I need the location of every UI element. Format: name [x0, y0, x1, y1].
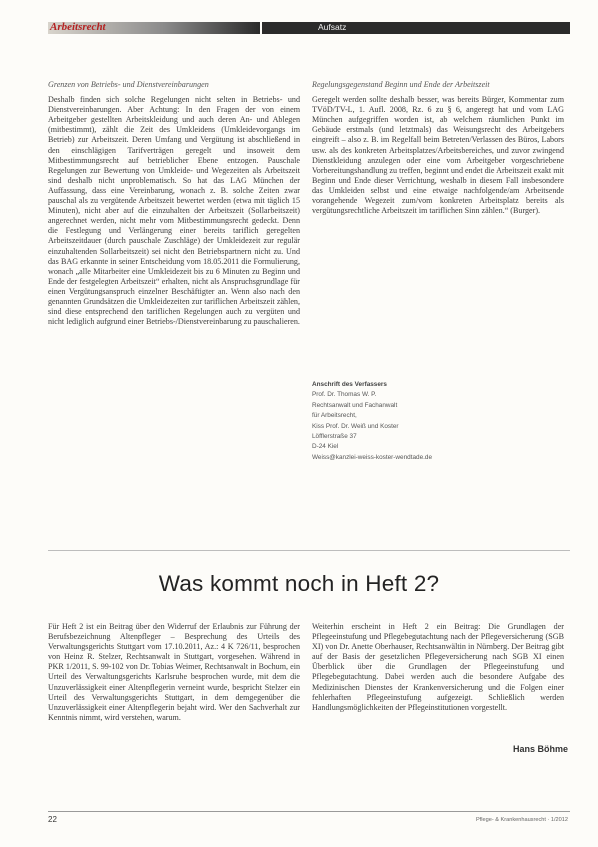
top-left-text: Deshalb finden sich solche Regelungen nicht selten in Betriebs- und Dienstvereinbarungen. Aber Achtung: In den Fragen der von einem Arbeitgeber gestellten Arbeitskleidung und auch deren An- und Ablegen (mitbestimmt), zählt die Zeit des Umkleidens (Umkleidevorgangs im Betrieb) zur Arbeitszeit. Deren Umfang und Vergütung ist abschließend in den einschlägigen Tarifverträgen geregelt und insoweit dem Mitbestimmungsrecht auf betrieblicher Ebene entzogen. Pauschale Regelungen zur Bewertung von Umkleide- und Wegezeiten als Arbeitszeit sind deshalb nicht unproblematisch. So hat das LAG München der Auffassung, dass eine Vereinbarung, wonach z. B. solche Zeiten zwar pauschal als zu vergütende Arbeitszeit bewertet werden (etwa mit täglich 15 Minuten), nicht aber auf die einzuhalten der Arbeitszeit (Sollarbeitszeit) angerechnet werden, nicht mehr vom Mitbestimmungsrecht gedeckt. Denn die Festlegung und Verlängerung einer bereits tariflich geregelten Arbeitszeitdauer (durch pauschale Zuschläge) der Umkleidezeit zur regulär einzuhaltenden Sollarbeitszeit) sei nicht den Betriebspartnern nicht zu. Und das BAG erkannte in seiner Entscheidung vom 18.05.2011 die Formulierung, wonach „alle Mitarbeiter eine Umkleidezeit bis zu 6 Minuten zu Beginn und Ende der festgelegten Arbeitszeit“ erhalten, nicht als Anspruchsgrundlage für einen Vergütungsanspruch einzelner Beschäftigter an. Wenn also nach den genannten Grundsätzen die Umkleidezeiten zur tariflichen Arbeitszeit zählen, sind diese entsprechend den tariflichen Regelungen auch zu vergüten und nicht lediglich aufgrund einer Betriebs-/Dienstvereinbarung zu pauschalieren.: [48, 95, 300, 327]
address-line: für Arbeitsrecht,: [312, 412, 357, 420]
top-right-text: Geregelt werden sollte deshalb besser, was bereits Bürger, Kommentar zum TVöD/TV-L, 1. Aufl. 2008, Rz. 6 zu § 6, angeregt hat und vom LAG München aufgegriffen worden ist, ab welchem räumlichen Punkt im Gebäude erstmals (und letztmals) das Weisungsrecht des Arbeitgebers eingreift – also z. B. im Regelfall beim Betreten/Verlassen des Büros, Labors usw. als des konkreten Arbeitsplatzes/Arbeitsbereiches, und zuvor zwingend Dienstkleidung anzulegen oder eine vom Arbeitgeber vorgeschriebene Vorbereitungshandlung zu treffen, beginnt und endet die Arbeitszeit exakt mit Beginn und Ende dieser Verrichtung, weshalb in diesem Fall insbesondere das Umkleiden selbst und eine etwaige nachfolgende/am Arbeitsende vorangehende Wegezeit zum/vom konkreten Arbeitsplatz bereits als vergütungsrechtliche Arbeitszeit im tariflichen Sinn zählen.“ (Burger).: [312, 95, 564, 216]
footer-divider: [48, 811, 570, 812]
address-line: Löfflerstraße 37: [312, 433, 357, 441]
next-issue-right-column: [312, 622, 564, 713]
next-issue-left-column: [48, 622, 300, 723]
top-right-heading: Regelungsgegenstand Beginn und Ende der Arbeitszeit: [312, 80, 490, 89]
top-left-heading: Grenzen von Betriebs- und Dienstvereinbarungen: [48, 80, 209, 89]
next-issue-author: Hans Böhme: [512, 744, 568, 754]
address-line: D-24 Kiel: [312, 443, 339, 451]
page-number: 22: [48, 815, 57, 824]
header-type-label: Aufsatz: [318, 22, 347, 32]
top-right-column: [312, 80, 564, 216]
next-issue-right-text: Weiterhin erscheint in Heft 2 ein Beitrag: Die Grundlagen der Pflegeeinstufung und Pflegebegutachtung nach der Pflegeversicherung (SGB XI) von Dr. Anette Oberhauser, Rechtsanwältin in Nürnberg. Der Beitrag gibt auf der Basis der gesetzlichen Pflegeversicherung nach SGB XI einen Überblick über die Grundlagen der Pflegeeinstufung und Pflegebegutachtung. Dabei werden auch die besondere Aufgabe des Medizinischen Dienstes der Krankenversicherung und die Folgen einer fehlerhaften Pflegeeinstufung aufgezeigt. Schließlich werden Handlungsmöglichkeiten der Pflegeinstitutionen vorgestellt.: [312, 622, 564, 712]
header-type-bar: [262, 22, 570, 34]
next-issue-left-text: Für Heft 2 ist ein Beitrag über den Widerruf der Erlaubnis zur Führung der Berufsbezeichnung Altenpfleger – Besprechung des Urteils des Verwaltungsgerichts Stuttgart vom 17.10.2011, Az.: 4 K 726/11, besprochen von Heinz R. Stelzer, Rechtsanwalt in Stuttgart, vorgesehen. Während in PKR 1/2011, S. 99-102 von Dr. Tobias Weimer, Rechtsanwalt in Bochum, ein Urteil des Verwaltungsgerichts Karlsruhe besprochen wurde, mit dem die Unzuverlässigkeit einer Altenpflegerin verneint wurde, bespricht Stelzer ein Urteil des Verwaltungsgerichts Stuttgart, in dem demgegenüber die Unzuverlässigkeit einer Altenpflegerin bejaht wird. Wer den Sachverhalt zur Kenntnis nimmt, wird verstehen, warum.: [48, 622, 300, 722]
header-section-bar: [48, 22, 260, 34]
next-issue-title: Was kommt noch in Heft 2?: [158, 571, 440, 596]
section-divider: [48, 550, 570, 551]
address-title: Anschrift des Verfassers: [312, 381, 387, 388]
address-email: Weiss@kanzlei-weiss-koster-wendtade.de: [312, 453, 433, 461]
address-line: Prof. Dr. Thomas W. P.: [312, 391, 377, 399]
top-left-column: [48, 80, 300, 327]
page-header: [48, 22, 570, 34]
header-section-label: Arbeitsrecht: [50, 21, 106, 33]
author-address: [312, 380, 512, 463]
address-line: Rechtsanwalt und Fachanwalt: [312, 401, 398, 409]
footer-source: Pflege- & Krankenhausrecht · 1/2012: [475, 817, 568, 823]
address-line: Kiss Prof. Dr. Weiß und Koster: [312, 422, 399, 430]
